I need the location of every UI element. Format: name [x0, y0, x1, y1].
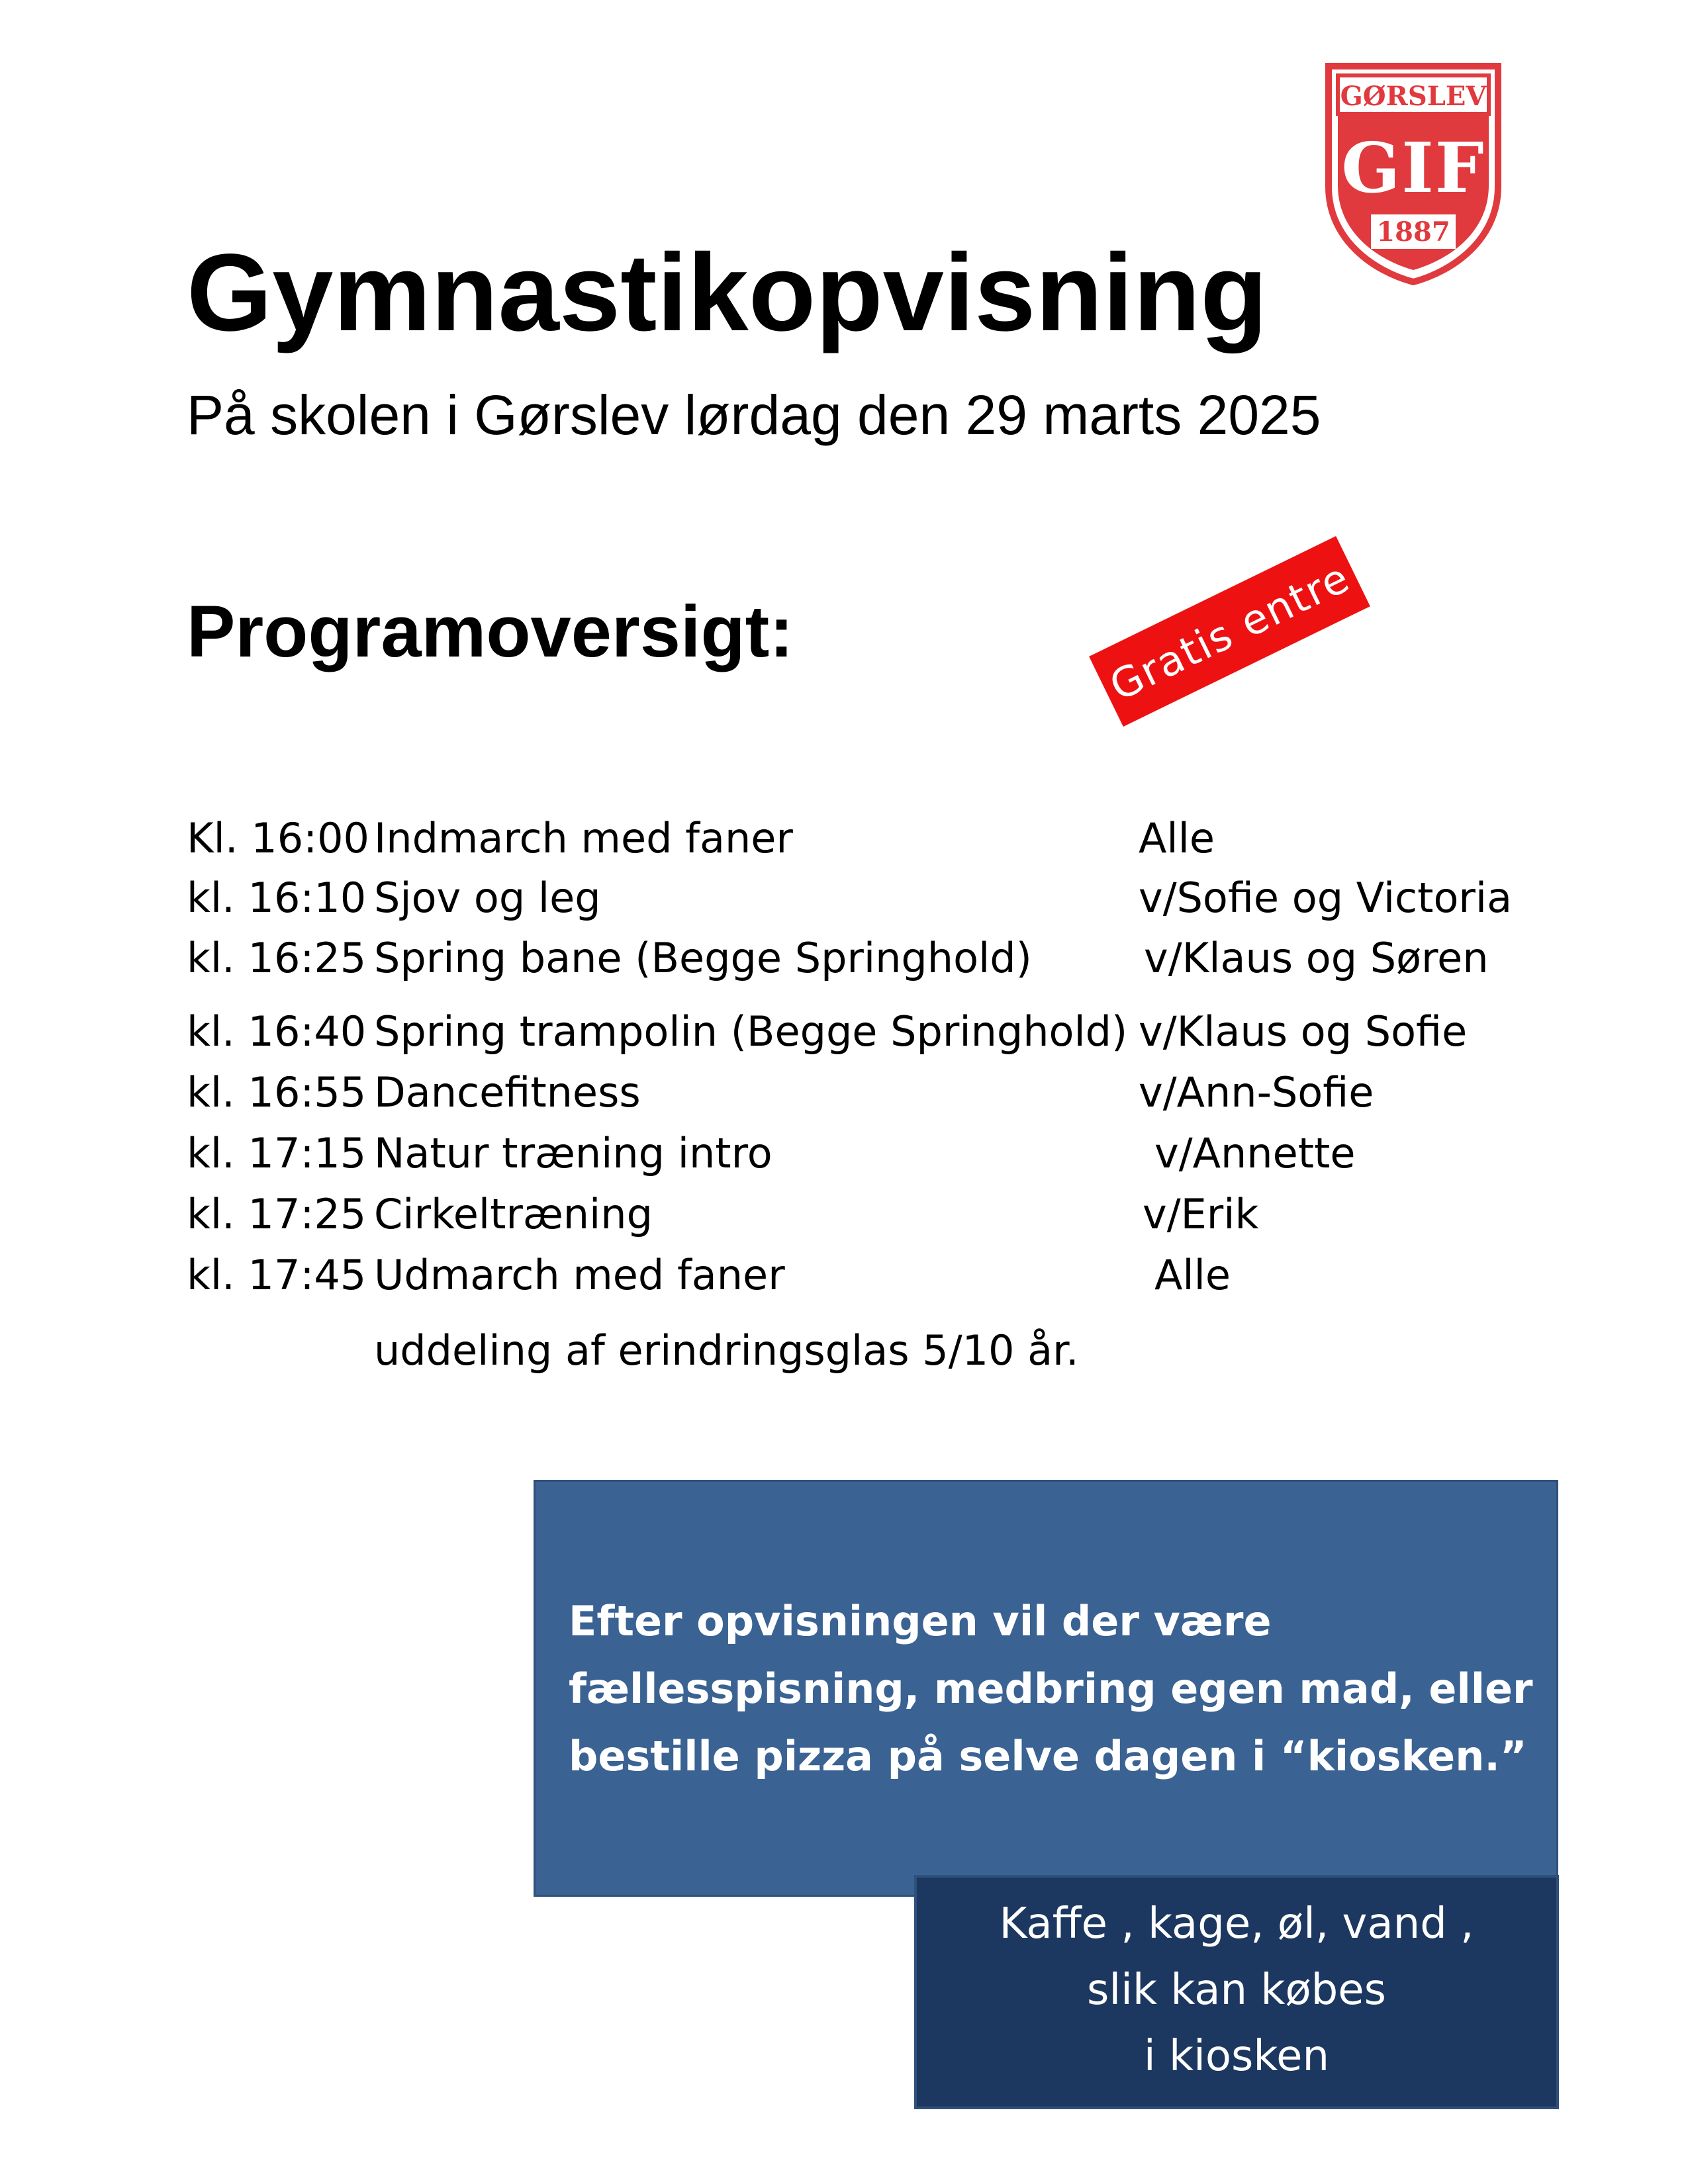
- event-subtitle: På skolen i Gørslev lørdag den 29 marts 2025: [187, 384, 1321, 446]
- program-heading: Programoversigt:: [187, 591, 794, 672]
- schedule-leader: Alle: [1139, 814, 1215, 862]
- dinner-info-text: [569, 1588, 1535, 1790]
- schedule-row: [187, 929, 1643, 988]
- info-line: fællesspisning, medbring egen mad, eller: [569, 1664, 1533, 1713]
- schedule-leader: v/Klaus og Søren: [1144, 934, 1489, 982]
- schedule-time: kl. 16:25: [187, 934, 367, 982]
- schedule-activity: Cirkeltræning: [374, 1190, 653, 1238]
- schedule-activity: Udmarch med faner: [374, 1251, 785, 1299]
- schedule-time: kl. 17:25: [187, 1190, 367, 1238]
- schedule-row: [187, 1063, 1643, 1122]
- schedule-leader: v/Annette: [1154, 1129, 1356, 1177]
- logo-year: 1887: [1376, 216, 1450, 248]
- schedule-activity: Indmarch med faner: [374, 814, 793, 862]
- info-line: Efter opvisningen vil der være: [569, 1597, 1272, 1645]
- free-entry-badge: Gratis entre: [1089, 536, 1370, 727]
- schedule-leader: Alle: [1154, 1251, 1231, 1299]
- schedule-time: kl. 17:45: [187, 1251, 367, 1299]
- schedule-row: [187, 1185, 1643, 1244]
- schedule-time: kl. 16:10: [187, 874, 367, 922]
- info-line: bestille pizza på selve dagen i “kiosken.”: [569, 1732, 1527, 1780]
- schedule-activity: Spring bane (Begge Springhold): [374, 934, 1032, 982]
- schedule-leader: v/Sofie og Victoria: [1139, 874, 1513, 922]
- schedule-time: kl. 16:40: [187, 1007, 367, 1056]
- schedule-leader: v/Ann-Sofie: [1139, 1068, 1374, 1116]
- schedule-activity: Dancefitness: [374, 1068, 641, 1116]
- schedule-activity: Spring trampolin (Begge Springhold): [374, 1007, 1128, 1056]
- logo-top-text: GØRSLEV: [1340, 81, 1487, 112]
- schedule-note: uddeling af erindringsglas 5/10 år.: [374, 1326, 1079, 1375]
- schedule-activity: Natur træning intro: [374, 1129, 773, 1177]
- schedule-leader: v/Klaus og Sofie: [1139, 1007, 1468, 1056]
- schedule-row: [187, 809, 1643, 868]
- schedule-row: [187, 1002, 1643, 1062]
- schedule-time: kl. 17:15: [187, 1129, 367, 1177]
- gif-logo: [1321, 61, 1506, 286]
- kiosk-line: slik kan købes: [1087, 1966, 1386, 2015]
- logo-letters: GIF: [1341, 127, 1485, 208]
- page-title: Gymnastikopvisning: [187, 232, 1268, 354]
- schedule-row: [187, 1124, 1643, 1183]
- schedule-row: [187, 1246, 1643, 1305]
- schedule-time: kl. 16:55: [187, 1068, 367, 1116]
- schedule-activity: Sjov og leg: [374, 874, 601, 922]
- schedule-row: [187, 868, 1643, 928]
- schedule-leader: v/Erik: [1143, 1190, 1259, 1238]
- dinner-info-box: [534, 1480, 1558, 1897]
- schedule-time: Kl. 16:00: [187, 814, 369, 862]
- kiosk-line: i kiosken: [1143, 2032, 1330, 2081]
- kiosk-line: Kaffe , kage, øl, vand ,: [999, 1899, 1474, 1948]
- kiosk-info-box: [914, 1875, 1559, 2109]
